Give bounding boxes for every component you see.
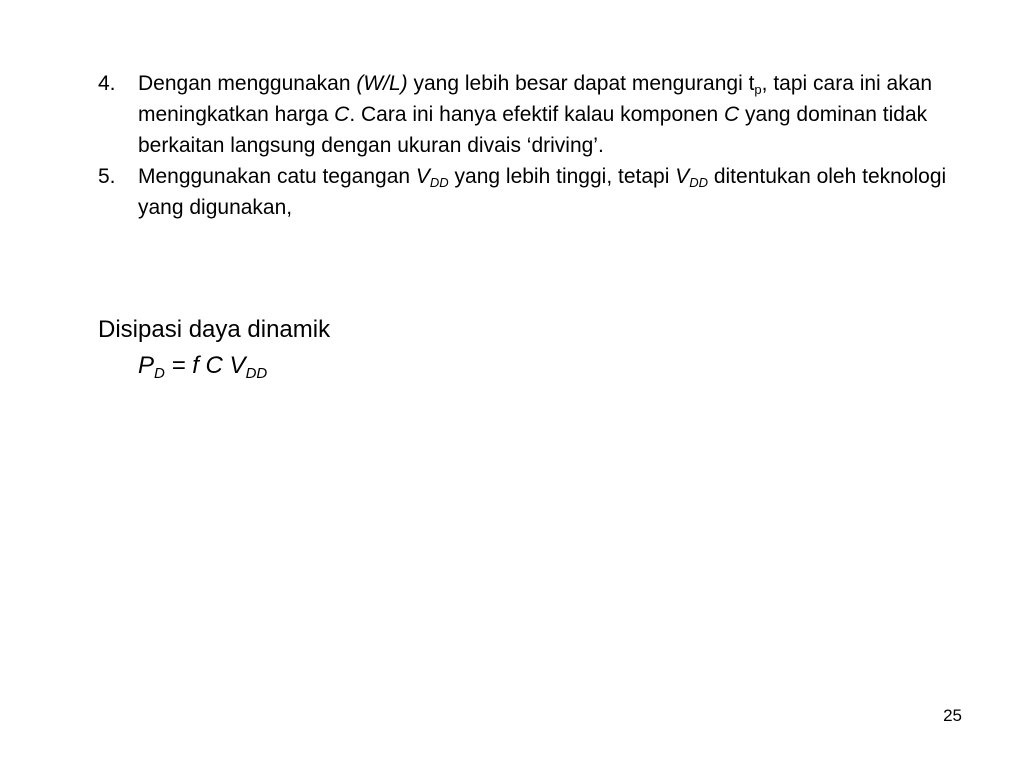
formula-subscript: DD (245, 365, 268, 382)
voltage-symbol: V (675, 165, 690, 188)
formula-rhs: = f C V (164, 352, 246, 379)
page-number: 25 (943, 706, 962, 725)
formula-symbol: P (138, 352, 155, 379)
voltage-symbol: V (415, 165, 430, 188)
capacitance-symbol: C (724, 103, 740, 126)
numbered-list (98, 68, 978, 223)
text-run: . Cara ini hanya efektif kalau komponen (349, 103, 725, 126)
list-text (138, 165, 946, 219)
section-heading: Disipasi daya dinamik (98, 316, 331, 343)
text-run: yang lebih besar dapat mengurangi t (407, 72, 755, 95)
list-number: 5. (98, 165, 116, 188)
text-run: yang dominan tidak berkaitan langsung dengan ukuran divais ‘driving’. (138, 103, 928, 157)
capacitance-symbol: C (334, 103, 350, 126)
w-over-l: (W/L) (356, 72, 408, 95)
list-item-4 (98, 68, 978, 161)
subscript: p (754, 82, 762, 97)
subscript: DD (429, 175, 449, 190)
text-run: Menggunakan catu tegangan (138, 165, 416, 188)
list-text (138, 72, 932, 157)
power-formula (138, 350, 267, 382)
list-item-5 (98, 161, 978, 223)
text-run: , tapi cara ini akan meningkatkan harga (138, 72, 933, 126)
text-run: ditentukan oleh teknologi yang digunakan, (138, 165, 947, 219)
text-run: yang lebih tinggi, tetapi (448, 165, 676, 188)
formula-subscript: D (154, 365, 165, 382)
subscript: DD (689, 175, 708, 190)
list-number: 4. (98, 72, 116, 95)
text-run: Dengan menggunakan (138, 72, 357, 95)
